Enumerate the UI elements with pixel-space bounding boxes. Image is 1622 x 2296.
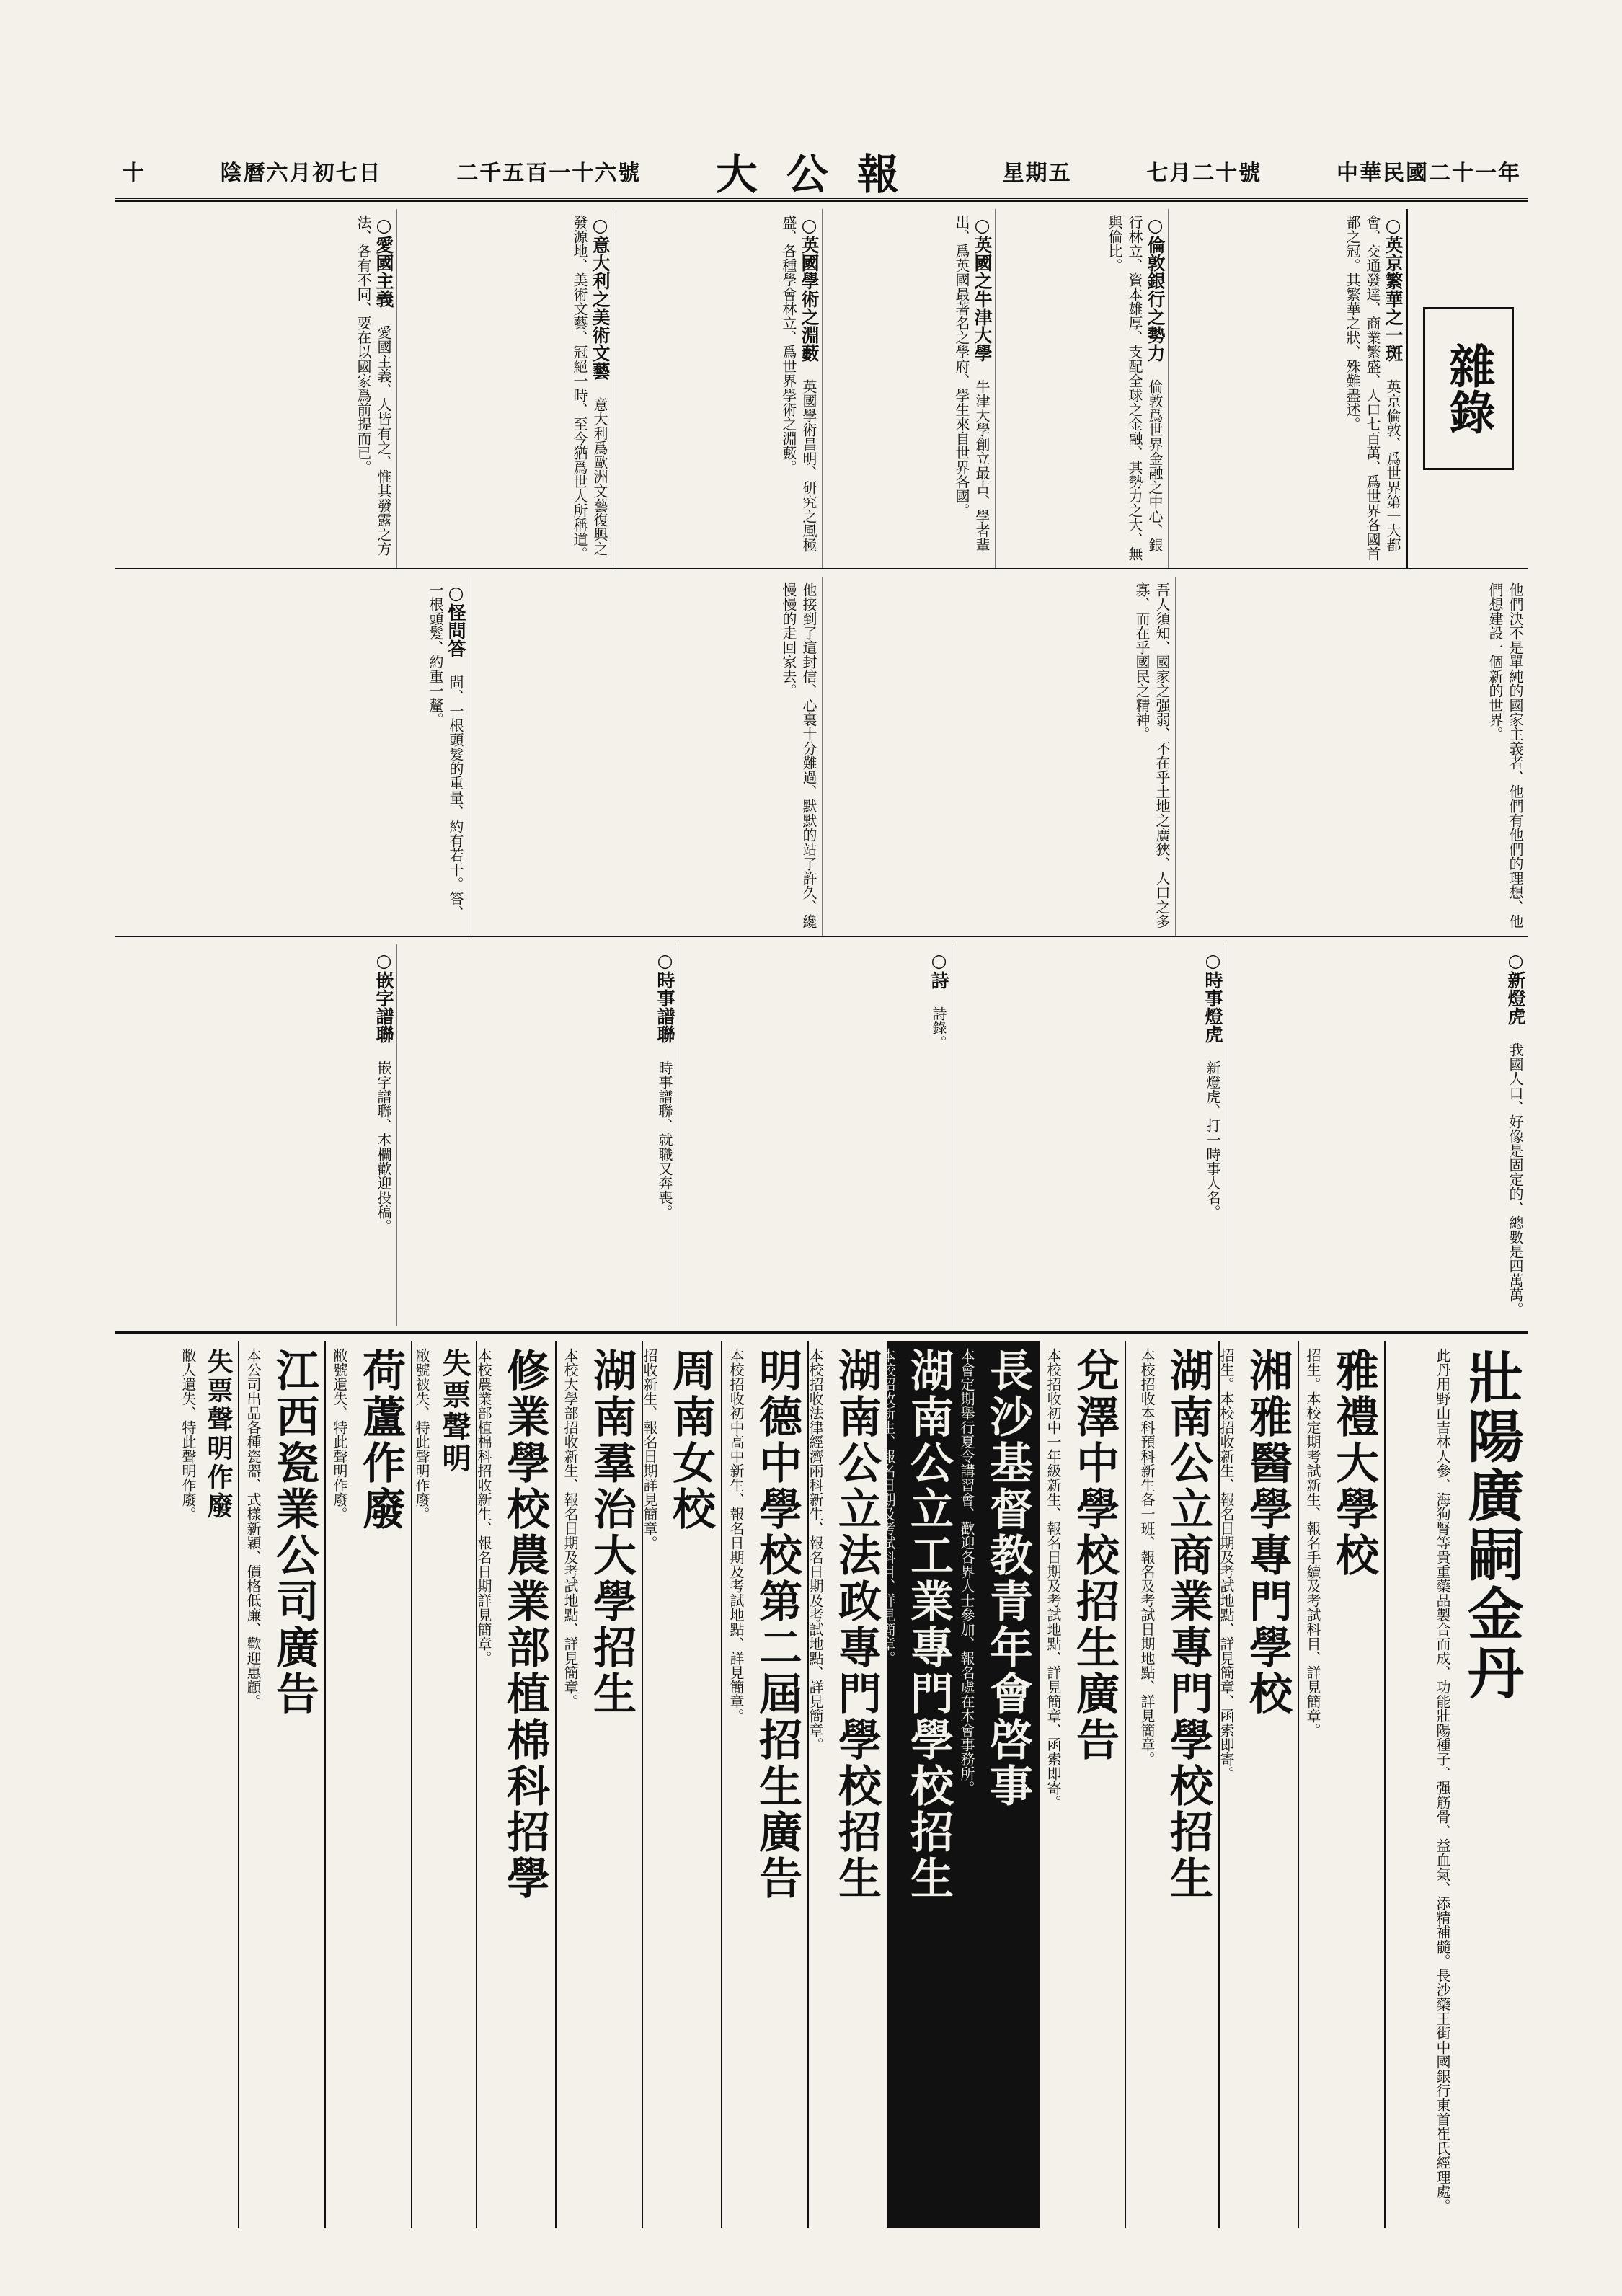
- advertisement: [807, 1341, 887, 2228]
- article-body: 牛津大學創立最古、學者輩出、爲英國最著名之學府、學生來自世界各國。: [953, 215, 991, 552]
- article: [115, 577, 469, 936]
- article: [115, 209, 396, 568]
- ad-body: 本校農業部植棉科招收新生、報名日期詳見簡章。: [475, 1348, 492, 1665]
- advertisement: [324, 1341, 411, 2228]
- ad-body: 本校大學部招收新生、報名日期及考試地點、詳見簡章。: [562, 1348, 579, 1708]
- advertisement: [1038, 1341, 1125, 2228]
- article-head: ○時事燈虎: [1202, 950, 1223, 1043]
- article: [396, 209, 613, 568]
- ad-body: 本校招收本科預科新生各一班、報名及考試日期地點、詳見簡章。: [1138, 1348, 1156, 1766]
- advertisement-inverse: [959, 1341, 1038, 2228]
- article: [822, 577, 1175, 936]
- article: [1226, 944, 1528, 1326]
- advertisement: [721, 1341, 807, 2228]
- article-body: 吾人須知、國家之强弱、不在乎土地之廣狹、人口之多寡、而在乎國民之精神。: [1133, 582, 1171, 928]
- article: [1168, 209, 1406, 568]
- advertisement: [1125, 1341, 1218, 2228]
- ad-body: 敝號被失、特此聲明作廢。: [413, 1348, 430, 1521]
- article-body: 新燈虎、打一時事人名。: [1204, 1060, 1221, 1219]
- date-republic: 中華民國二十一年: [1336, 161, 1521, 186]
- ad-title: 失票聲明作廢: [203, 1348, 234, 1521]
- article: [1175, 577, 1528, 936]
- article-body: 愛國主義、人皆有之、惟其發露之方法、各有不同、要在以國家爲前提而已。: [355, 215, 392, 556]
- ad-title: 壯陽廣嗣金丹: [1458, 1348, 1524, 1703]
- ad-body: 本公司出品各種瓷器、式樣新穎、價格低廉、歡迎惠顧。: [244, 1348, 262, 1708]
- article-body: 英京倫敦、爲世界第一大都會、交通發達、商業繁盛、人口七百萬、爲世界各國首都之冠。其繁華之狀、殊難盡述。: [1344, 215, 1401, 561]
- ad-title: 雅禮大學校: [1329, 1348, 1379, 1579]
- article-head: ○英京繁華之一斑: [1383, 215, 1404, 362]
- ad-body: 本校招收新生、報名日期及考試科目、詳見簡章。: [879, 1348, 896, 1665]
- article: [678, 944, 952, 1326]
- article-head: ○愛國主義: [373, 215, 394, 308]
- article: [115, 944, 396, 1326]
- tier-3: [115, 944, 1528, 1326]
- ad-body: 招生。本校定期考試新生、報名手續及考試科目、詳見簡章。: [1304, 1348, 1321, 1737]
- article-body: 他們決不是單純的國家主義者、他們有他們的理想、他們想建設一個新的世界。: [1486, 582, 1524, 928]
- article-head: ○意大利之美術文藝: [590, 215, 611, 380]
- advertisement: [555, 1341, 642, 2228]
- ad-title: 長沙基督教青年會啓事: [983, 1348, 1033, 1809]
- article-body: 英國學術昌明、研究之風極盛、各種學會林立、爲世界學術之淵藪。: [780, 215, 817, 552]
- article-head: ○怪問答: [446, 582, 466, 657]
- article-head: ○時事譜聯: [655, 950, 675, 1043]
- ad-body: 本校招收法律經濟兩科新生、報名日期及考試地點、詳見簡章。: [807, 1348, 824, 1752]
- ad-title: 兌澤中學校招生廣告: [1069, 1348, 1120, 1763]
- article-body: 我國人口、好像是固定的、總數是四萬萬。: [1507, 1042, 1524, 1316]
- ad-title: 湖南羣治大學招生: [586, 1348, 637, 1717]
- ad-body: 敝人遺失、特此聲明作廢。: [180, 1348, 197, 1521]
- ad-title: 明德中學校第二屆招生廣告: [752, 1348, 802, 1902]
- ad-body: 敝號遺失、特此聲明作廢。: [331, 1348, 348, 1521]
- ad-body: 此丹用野山吉林人參、海狗腎等貴重藥品製合而成、功能壯陽種子、强筋骨、益血氣、添精補髓。長沙藥王街中國銀行東首崔氏經理處。: [1434, 1348, 1451, 2213]
- ad-title: 湖南公立商業專門學校招生: [1163, 1348, 1213, 1902]
- paper-name: 大公報: [715, 150, 928, 199]
- article-head: ○詩: [929, 950, 949, 989]
- ad-title: 湖南公立工業專門學校招生: [903, 1348, 954, 1902]
- article-head: ○嵌字譜聯: [373, 950, 394, 1043]
- ad-title: 江西瓷業公司廣告: [269, 1348, 319, 1717]
- issue-number: 二千五百一十六號: [456, 161, 642, 186]
- column-label-box: [1406, 209, 1528, 568]
- newspaper-page: [115, 144, 1528, 2228]
- advertisement: [180, 1341, 238, 2228]
- article: [396, 944, 678, 1326]
- article-head: ○新燈虎: [1505, 950, 1526, 1025]
- article: [613, 209, 822, 568]
- article: [995, 209, 1168, 568]
- ad-title: 修業學校農業部植棉科招學: [500, 1348, 550, 1902]
- article-body: 問、一根頭髮的重量、約有若干。答、一根頭髮、約重一釐。: [427, 582, 464, 920]
- article-body: 意大利爲歐洲文藝復興之發源地、美術文藝、冠絕一時、至今猶爲世人所稱道。: [571, 215, 608, 561]
- article: [469, 577, 822, 936]
- ad-body: 本校招收初中高中新生、報名日期及考試地點、詳見簡章。: [727, 1348, 745, 1723]
- column-label: 雜錄: [1423, 307, 1514, 470]
- tier-2: [115, 577, 1528, 937]
- article-body: 倫敦爲世界金融之中心、銀行林立、資本雄厚、支配全球之金融、其勢力之大、無與倫比。: [1106, 215, 1164, 561]
- article: [822, 209, 995, 568]
- ad-title: 湖南公立法政專門學校招生: [831, 1348, 882, 1902]
- lunar-date: 陰曆六月初七日: [220, 161, 382, 186]
- masthead: [115, 144, 1528, 202]
- article-head: ○英國學術之淵藪: [799, 215, 820, 362]
- ad-body: 本校招收初中一年級新生、報名日期及考試地點、詳見簡章、函索即寄。: [1045, 1348, 1062, 1809]
- article-body: 時事譜聯、就職又奔喪。: [656, 1060, 673, 1219]
- ad-title: 湘雅醫學專門學校: [1242, 1348, 1293, 1717]
- advertisements-section: [115, 1341, 1528, 2228]
- page-number: 十: [123, 161, 146, 186]
- ad-title: 失票聲明: [438, 1348, 471, 1475]
- advertisement: [1218, 1341, 1298, 2228]
- miscellany-section: [115, 209, 1528, 1334]
- ad-body: 招生。本校招收新生、報名日期及考試地點、詳見簡章、函索即寄。: [1218, 1348, 1235, 1781]
- advertisement: [411, 1341, 476, 2228]
- ad-body: 本會定期舉行夏令講習會、歡迎各界人士參加、報名處在本會事務所。: [958, 1348, 975, 1795]
- ad-body: 招收新生、報名日期詳見簡章。: [641, 1348, 658, 1550]
- advertisement: [1298, 1341, 1384, 2228]
- advertisement: [476, 1341, 555, 2228]
- advertisement: [238, 1341, 324, 2228]
- advertisement-inverse: [879, 1341, 959, 2228]
- date-western: 七月二十號: [1146, 161, 1262, 186]
- advertisement: [1384, 1341, 1528, 2228]
- article-body: 詩錄。: [930, 1006, 947, 1050]
- weekday: 星期五: [1002, 161, 1072, 186]
- ad-title: 周南女校: [665, 1348, 716, 1533]
- tier-1: [115, 209, 1528, 569]
- ad-title: 荷蘆作廢: [355, 1348, 406, 1533]
- advertisement: [642, 1341, 721, 2228]
- article-head: ○倫敦銀行之勢力: [1145, 215, 1166, 362]
- article-head: ○英國之牛津大學: [972, 215, 993, 362]
- article-body: 他接到了這封信、心裏十分難過、默默的站了許久、纔慢慢的走回家去。: [780, 582, 817, 928]
- article-body: 嵌字譜聯、本欄歡迎投稿。: [375, 1060, 392, 1233]
- article: [952, 944, 1226, 1326]
